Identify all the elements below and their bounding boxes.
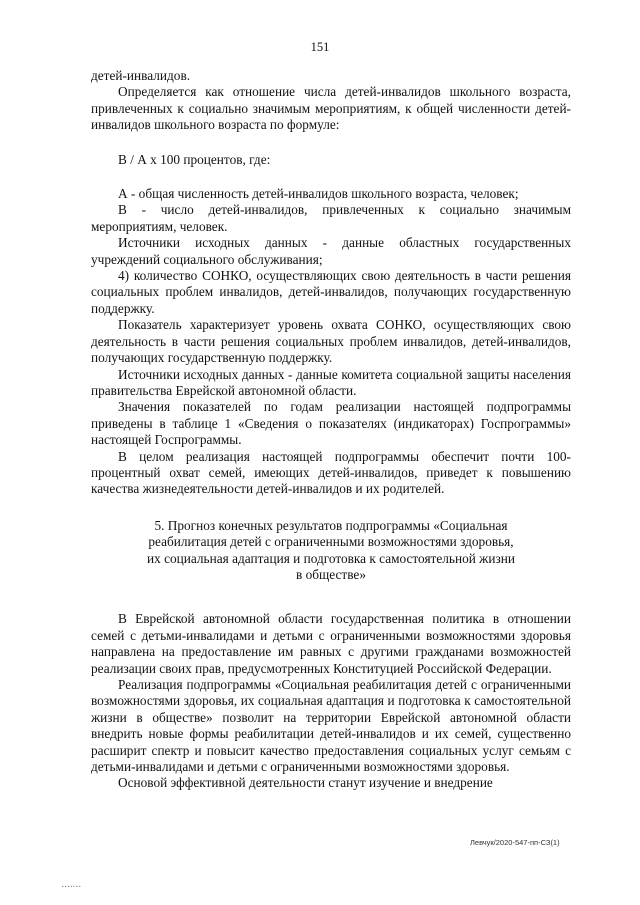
document-code: Левчук/2020-547-пп-СЗ(1) [470, 838, 560, 847]
formula-var-b: В - число детей-инвалидов, привлеченных к социально значимым мероприятиям, человек. [91, 202, 571, 234]
paragraph-implementation: Реализация подпрограммы «Социальная реабилитация детей с ограниченными возможностями здоровья, их социальная адаптация и подготовка к самостоятельной жизни в обществе» позволит на территории Еврейской автономной области внедрить новые формы реабилитации детей-инвалидов и их семей, существенно расширит спектр и повысит качество предоставления социальных услуг семьям с детьми-инвалидами и детьми с ограниченными возможностями здоровья. [91, 677, 571, 775]
scan-mark: • • • • • • • [62, 884, 81, 889]
page-number: 151 [310, 40, 330, 54]
paragraph-indicator-description: Показатель характеризует уровень охвата СОНКО, осуществляющих свою деятельность в части решения социальных проблем инвалидов, детей-инвалидов, получающих государственную поддержку. [91, 317, 571, 366]
paragraph-indicator-4: 4) количество СОНКО, осуществляющих свою деятельность в части решения социальных проблем инвалидов, детей-инвалидов, получающих государственную поддержку. [91, 268, 571, 316]
paragraph-basis: Основой эффективной деятельности станут изучение и внедрение [118, 775, 493, 791]
paragraph-data-sources-1: Источники исходных данных - данные областных государственных учреждений социального обслуживания; [91, 235, 571, 267]
section-heading [91, 518, 571, 584]
section-heading-line: 5. Прогноз конечных результатов подпрограммы «Социальная [154, 517, 508, 533]
paragraph-data-sources-2: Источники исходных данных - данные комитета социальной защиты населения правительства Еврейской автономной области. [91, 366, 571, 398]
formula-var-a: А - общая численность детей-инвалидов школьного возраста, человек; [118, 186, 519, 202]
document-body [91, 68, 571, 792]
paragraph-table-reference: Значения показателей по годам реализации настоящей подпрограммы приведены в таблице 1 «Сведения о показателях (индикаторах) Госпрограммы» настоящей Госпрограммы. [91, 399, 571, 448]
section-heading-line: реабилитация детей с ограниченными возможностями здоровья, [148, 534, 514, 550]
formula-line: В / А х 100 процентов, где: [118, 151, 271, 167]
paragraph-definition: Определяется как отношение числа детей-инвалидов школьного возраста, привлеченных к социально значимым мероприятиям, к общей численности детей-инвалидов школьного возраста по формуле: [91, 84, 571, 133]
paragraph-state-policy: В Еврейской автономной области государственная политика в отношении семей с детьми-инвалидами и детьми с ограниченными возможностями здоровья направлена на предоставление им равных с другими гражданами возможностей реализации своих прав, предусмотренных Конституцией Российской Федерации. [91, 611, 571, 676]
paragraph-continuation: детей-инвалидов. [91, 68, 191, 83]
paragraph-summary: В целом реализация настоящей подпрограммы обеспечит почти 100-процентный охват семей, имеющих детей-инвалидов, приведет к повышению качества жизнедеятельности детей-инвалидов и их родителей. [91, 448, 571, 497]
section-heading-line: их социальная адаптация и подготовка к самостоятельной жизни [147, 550, 515, 566]
section-heading-line: в обществе» [296, 566, 366, 582]
